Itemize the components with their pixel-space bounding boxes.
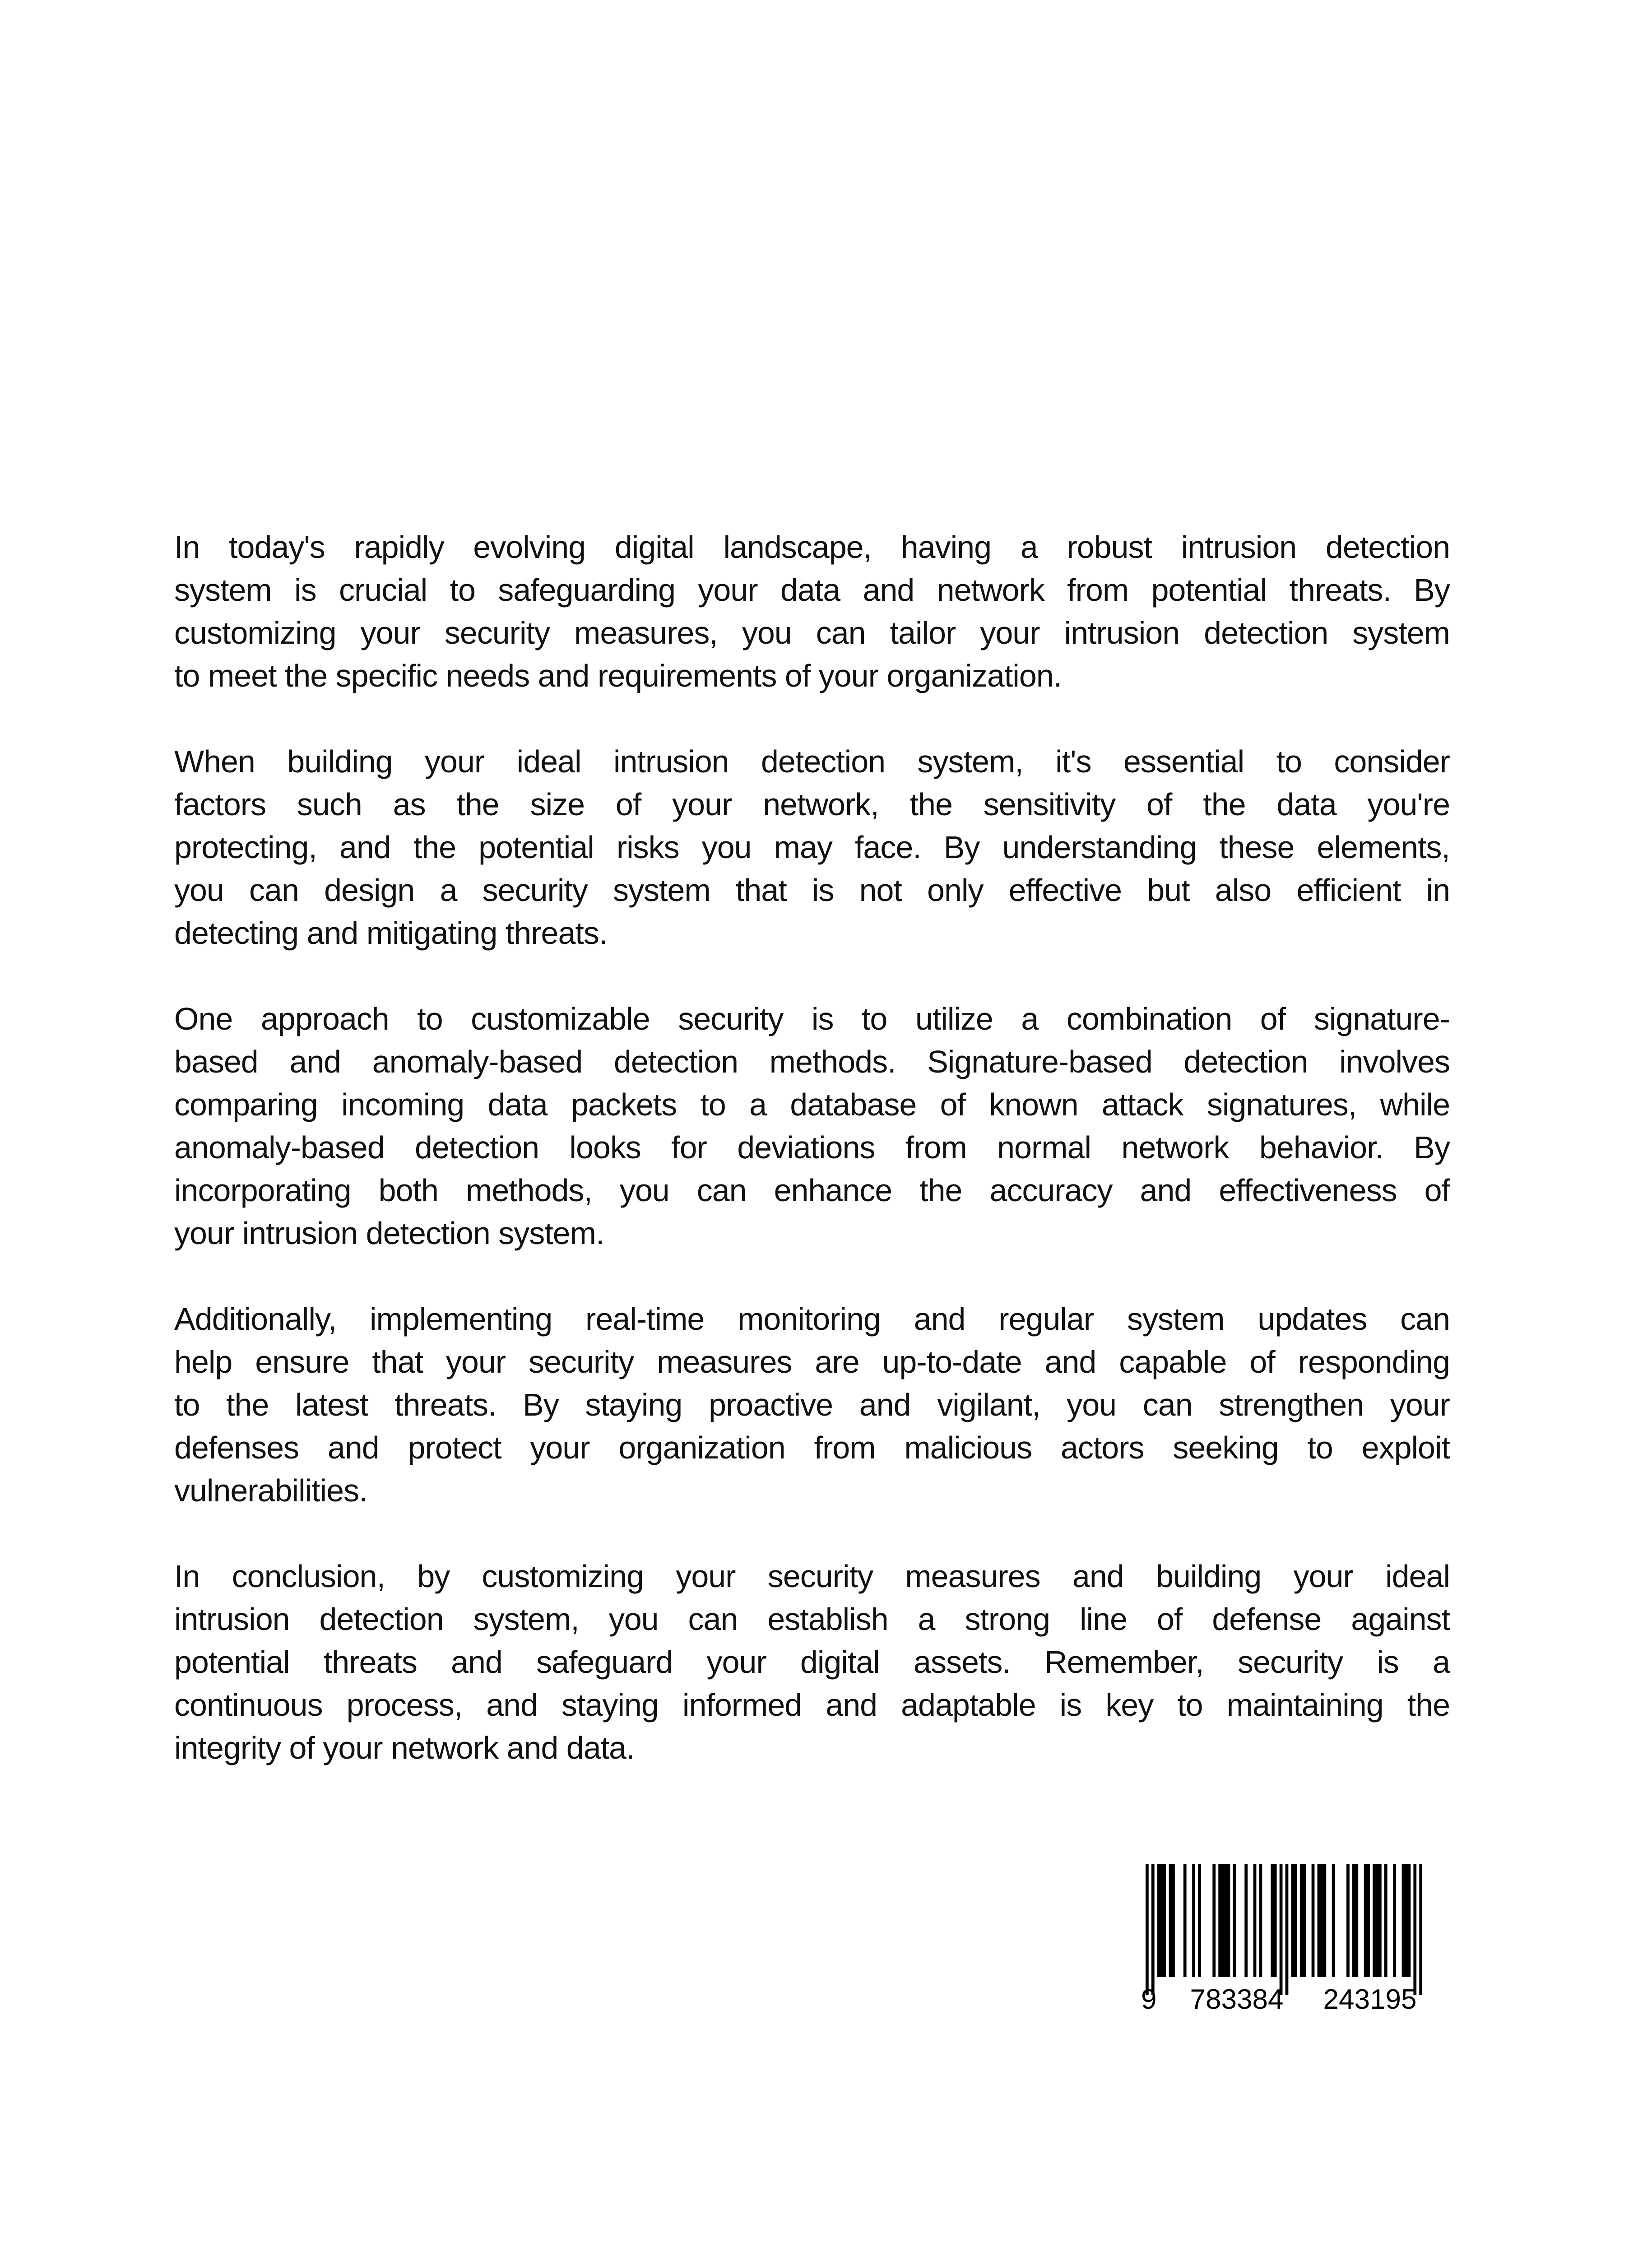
text-line: your intrusion detection system.: [174, 1216, 604, 1251]
text-line: intrusion detection system, you can establish a strong line of defense against: [174, 1602, 1450, 1637]
text-line: Additionally, implementing real-time monitoring and regular system updates can: [174, 1301, 1450, 1337]
barcode-bar: [1212, 1864, 1216, 1977]
barcode-bar: [1413, 1864, 1416, 1995]
barcode-bar: [1405, 1864, 1408, 1977]
text-line: comparing incoming data packets to a database of known attack signatures, while: [174, 1087, 1450, 1122]
barcode-bar: [1233, 1864, 1236, 1977]
barcode-bar: [1285, 1864, 1289, 1995]
barcode-bar: [1172, 1864, 1175, 1977]
text-line: When building your ideal intrusion detection system, it's essential to consider: [174, 744, 1450, 779]
barcode-bar: [1346, 1864, 1350, 1977]
text-line: vulnerabilities.: [174, 1473, 367, 1508]
barcode-bar: [1402, 1864, 1405, 1977]
barcode-bar: [1419, 1864, 1422, 1995]
text-line: One approach to customizable security is to utilize a combination of signature-: [174, 1001, 1450, 1036]
barcode-bar: [1294, 1864, 1297, 1977]
barcode-bar: [1303, 1864, 1306, 1977]
barcode-bar: [1364, 1864, 1367, 1977]
barcode-bar: [1157, 1864, 1160, 1977]
barcode-bar: [1320, 1864, 1323, 1977]
text-line: In conclusion, by customizing your security measures and building your ideal: [174, 1559, 1450, 1594]
barcode-bar: [1169, 1864, 1172, 1977]
barcode-bar: [1384, 1864, 1387, 1977]
barcode-bar: [1218, 1864, 1221, 1977]
barcode-bar: [1183, 1864, 1187, 1977]
text-line: anomaly-based detection looks for deviations from normal network behavior. By: [174, 1130, 1450, 1165]
text-line: detecting and mitigating threats.: [174, 915, 608, 951]
barcode-bar: [1224, 1864, 1227, 1977]
barcode-bar: [1271, 1864, 1274, 1977]
text-line: integrity of your network and data.: [174, 1730, 635, 1765]
text-line: incorporating both methods, you can enhance the accuracy and effectiveness of: [174, 1173, 1450, 1208]
barcode-bar: [1378, 1864, 1382, 1977]
paragraph: [174, 998, 1450, 1255]
text-line: protecting, and the potential risks you may face. By understanding these elements,: [174, 830, 1450, 865]
text-line: help ensure that your security measures are up-to-date and capable of responding: [174, 1344, 1450, 1379]
text-line: to meet the specific needs and requirements of your organization.: [174, 658, 1062, 693]
barcode-bar: [1146, 1864, 1149, 1995]
barcode-bar: [1291, 1864, 1295, 1977]
text-line: factors such as the size of your network, the sensitivity of the data you're: [174, 787, 1450, 822]
text-line: you can design a security system that is not only effective but also efficient in: [174, 873, 1450, 908]
barcode-right-digits: 243195: [1323, 1984, 1417, 2013]
barcode-bar: [1318, 1864, 1321, 1977]
barcode-bar: [1259, 1864, 1262, 1977]
barcode-bar: [1300, 1864, 1303, 1977]
paragraph: [174, 740, 1450, 955]
barcode-bar: [1253, 1864, 1257, 1977]
paragraph: [174, 1298, 1450, 1512]
barcode-bar: [1352, 1864, 1355, 1977]
back-cover-text: [174, 526, 1450, 1812]
barcode-bar: [1323, 1864, 1326, 1977]
barcode-bar: [1274, 1864, 1277, 1977]
barcode-bar: [1408, 1864, 1411, 1977]
barcode-bar: [1221, 1864, 1225, 1977]
barcode-bar: [1160, 1864, 1163, 1977]
text-line: based and anomaly-based detection methods. Signature-based detection involves: [174, 1044, 1450, 1079]
text-line: to the latest threats. By staying proactive and vigilant, you can strengthen your: [174, 1387, 1450, 1422]
barcode-bar: [1332, 1864, 1335, 1977]
barcode-bar: [1192, 1864, 1195, 1977]
isbn-barcode: [1124, 1851, 1431, 2013]
barcode-bar: [1376, 1864, 1379, 1977]
barcode-bars: [1146, 1864, 1422, 1995]
text-line: customizing your security measures, you can tailor your intrusion detection system: [174, 615, 1450, 650]
barcode-bar: [1151, 1864, 1155, 1995]
barcode-bar: [1355, 1864, 1358, 1977]
barcode-bar: [1198, 1864, 1201, 1977]
barcode-bar: [1373, 1864, 1376, 1977]
barcode-bar: [1312, 1864, 1315, 1977]
text-line: In today's rapidly evolving digital landscape, having a robust intrusion detection: [174, 529, 1450, 565]
barcode-first-digit: 9: [1141, 1984, 1157, 2013]
text-line: continuous process, and staying informed and adaptable is key to maintaining the: [174, 1687, 1450, 1723]
barcode-bar: [1227, 1864, 1230, 1977]
text-line: system is crucial to safeguarding your data and network from potential threats. By: [174, 572, 1450, 608]
barcode-bar: [1393, 1864, 1396, 1977]
barcode-bar: [1367, 1864, 1370, 1977]
paragraph: [174, 526, 1450, 697]
text-line: defenses and protect your organization from malicious actors seeking to exploit: [174, 1430, 1450, 1465]
barcode-bar: [1163, 1864, 1166, 1977]
barcode-left-digits: 783384: [1190, 1984, 1284, 2013]
text-line: potential threats and safeguard your digital assets. Remember, security is a: [174, 1644, 1450, 1680]
barcode-bar: [1280, 1864, 1283, 1995]
barcode-bar: [1244, 1864, 1248, 1977]
paragraph: [174, 1555, 1450, 1769]
